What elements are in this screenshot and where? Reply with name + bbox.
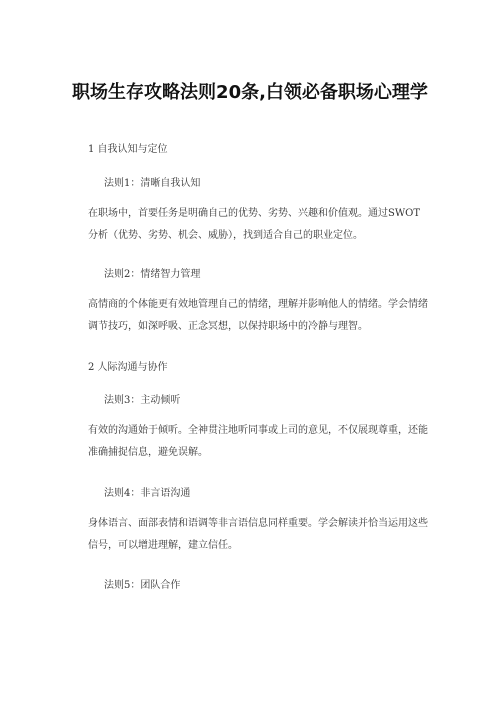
rule-paragraph	[88, 203, 428, 247]
section-heading: 2 人际沟通与协作	[88, 362, 168, 373]
rule-label: 法则3：主动倾听	[104, 395, 181, 406]
rule-label: 法则5：团队合作	[104, 580, 181, 591]
rule-paragraph	[88, 513, 428, 557]
paragraph-text: 身体语言、面部表情和语调等非言语信息同样重要。学会解读并恰当运用这些信号，可以增进理解，建立信任。	[88, 518, 428, 551]
paragraph-text: 高情商的个体能更有效地管理自己的情绪，理解并影响他人的情绪。学会情绪调节技巧，如深呼吸、正念冥想，以保持职场中的冷静与理智。	[88, 299, 428, 332]
section-heading: 1 自我认知与定位	[88, 144, 168, 155]
rule-paragraph	[88, 294, 428, 338]
document-title: 职场生存攻略法则20条,白领必备职场心理学	[72, 82, 428, 103]
paragraph-text: 在职场中，首要任务是明确自己的优势、劣势、兴趣和价值观。通过SWOT分析（优势、劣势、机会、威胁），找到适合自己的职业定位。	[88, 208, 420, 241]
rule-label: 法则1：清晰自我认知	[104, 178, 201, 189]
rule-label: 法则2：情绪智力管理	[104, 269, 201, 280]
paragraph-text: 有效的沟通始于倾听。全神贯注地听同事或上司的意见，不仅展现尊重，还能准确捕捉信息，避免误解。	[88, 425, 428, 458]
rule-label: 法则4：非言语沟通	[104, 488, 191, 499]
rule-paragraph	[88, 420, 428, 464]
